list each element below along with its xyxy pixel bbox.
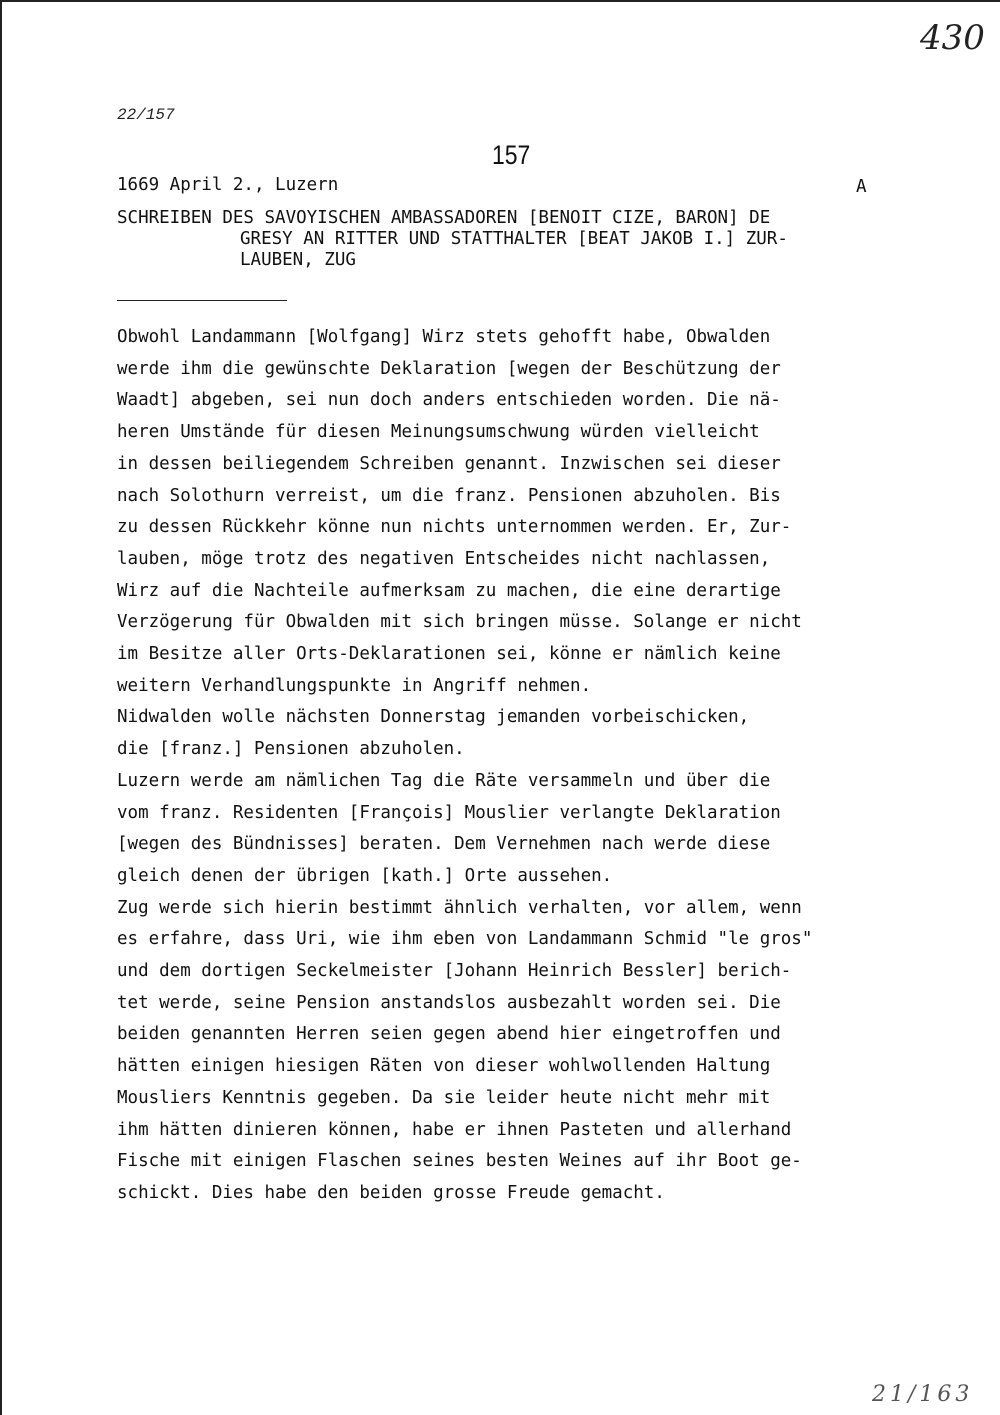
body-line: in dessen beiliegendem Schreiben genannt. Inzwischen sei dieser bbox=[117, 453, 781, 474]
body-line: lauben, möge trotz des negativen Entscheides nicht nachlassen, bbox=[117, 548, 771, 569]
title-line-2: GRESY AN RITTER UND STATTHALTER [BEAT JAKOB I.] ZUR- bbox=[240, 229, 788, 249]
page-border-top bbox=[0, 0, 1000, 2]
title-line-3: LAUBEN, ZUG bbox=[240, 250, 356, 270]
title-line-1: SCHREIBEN DES SAVOYISCHEN AMBASSADOREN [BENOIT CIZE, BARON] DE bbox=[117, 208, 771, 228]
body-line: Mousliers Kenntnis gegeben. Da sie leider heute nicht mehr mit bbox=[117, 1087, 771, 1108]
page-border-left bbox=[0, 0, 2, 1415]
body-line: gleich denen der übrigen [kath.] Orte aussehen. bbox=[117, 865, 613, 886]
bottom-archive-mark: 21/163 bbox=[872, 1382, 974, 1407]
body-line: Nidwalden wolle nächsten Donnerstag jemanden vorbeischicken, bbox=[117, 707, 750, 728]
body-line: hätten einigen hiesigen Räten von dieser wohlwollenden Haltung bbox=[117, 1056, 771, 1077]
body-line: ihm hätten dinieren können, habe er ihnen Pasteten und allerhand bbox=[117, 1119, 792, 1140]
body-line: tet werde, seine Pension anstandslos ausbezahlt worden sei. Die bbox=[117, 992, 781, 1013]
body-line: zu dessen Rückkehr könne nun nichts unternommen werden. Er, Zur- bbox=[117, 517, 792, 538]
body-line: nach Solothurn verreist, um die franz. Pensionen abzuholen. Bis bbox=[117, 485, 781, 506]
body-line: Luzern werde am nämlichen Tag die Räte versammeln und über die bbox=[117, 770, 771, 791]
letter-body bbox=[117, 322, 917, 1210]
body-line: Wirz auf die Nachteile aufmerksam zu machen, die eine derartige bbox=[117, 580, 781, 601]
body-line: heren Umstände für diesen Meinungsumschwung würden vielleicht bbox=[117, 422, 760, 443]
body-line: schickt. Dies habe den beiden grosse Freude gemacht. bbox=[117, 1182, 665, 1203]
body-line: Zug werde sich hierin bestimmt ähnlich verhalten, vor allem, wenn bbox=[117, 897, 802, 918]
folio-number: 430 bbox=[920, 18, 985, 58]
body-line: und dem dortigen Seckelmeister [Johann Heinrich Bessler] berich- bbox=[117, 961, 792, 982]
body-line: beiden genannten Herren seien gegen abend hier eingetroffen und bbox=[117, 1024, 781, 1045]
body-line: [wegen des Bündnisses] beraten. Dem Vernehmen nach werde diese bbox=[117, 834, 771, 855]
body-line: im Besitze aller Orts-Deklarationen sei, könne er nämlich keine bbox=[117, 644, 781, 665]
body-line: werde ihm die gewünschte Deklaration [wegen der Beschützung der bbox=[117, 358, 781, 379]
document-title bbox=[117, 208, 788, 271]
body-line: weitern Verhandlungspunkte in Angriff nehmen. bbox=[117, 675, 592, 696]
section-letter: A bbox=[856, 177, 867, 197]
body-line: Verzögerung für Obwalden mit sich bringen müsse. Solange er nicht bbox=[117, 612, 802, 633]
body-line: Waadt] abgeben, sei nun doch anders entschieden worden. Die nä- bbox=[117, 390, 781, 411]
body-line: die [franz.] Pensionen abzuholen. bbox=[117, 739, 465, 760]
document-number: 157 bbox=[492, 140, 531, 170]
separator-rule bbox=[117, 300, 287, 301]
body-line: vom franz. Residenten [François] Mouslier verlangte Deklaration bbox=[117, 802, 781, 823]
body-line: Obwohl Landammann [Wolfgang] Wirz stets gehofft habe, Obwalden bbox=[117, 327, 771, 347]
date-place: 1669 April 2., Luzern bbox=[117, 175, 339, 195]
reference-number: 22/157 bbox=[117, 106, 175, 124]
body-line: Fische mit einigen Flaschen seines besten Weines auf ihr Boot ge- bbox=[117, 1151, 802, 1172]
body-line: es erfahre, dass Uri, wie ihm eben von Landammann Schmid "le gros" bbox=[117, 929, 813, 950]
